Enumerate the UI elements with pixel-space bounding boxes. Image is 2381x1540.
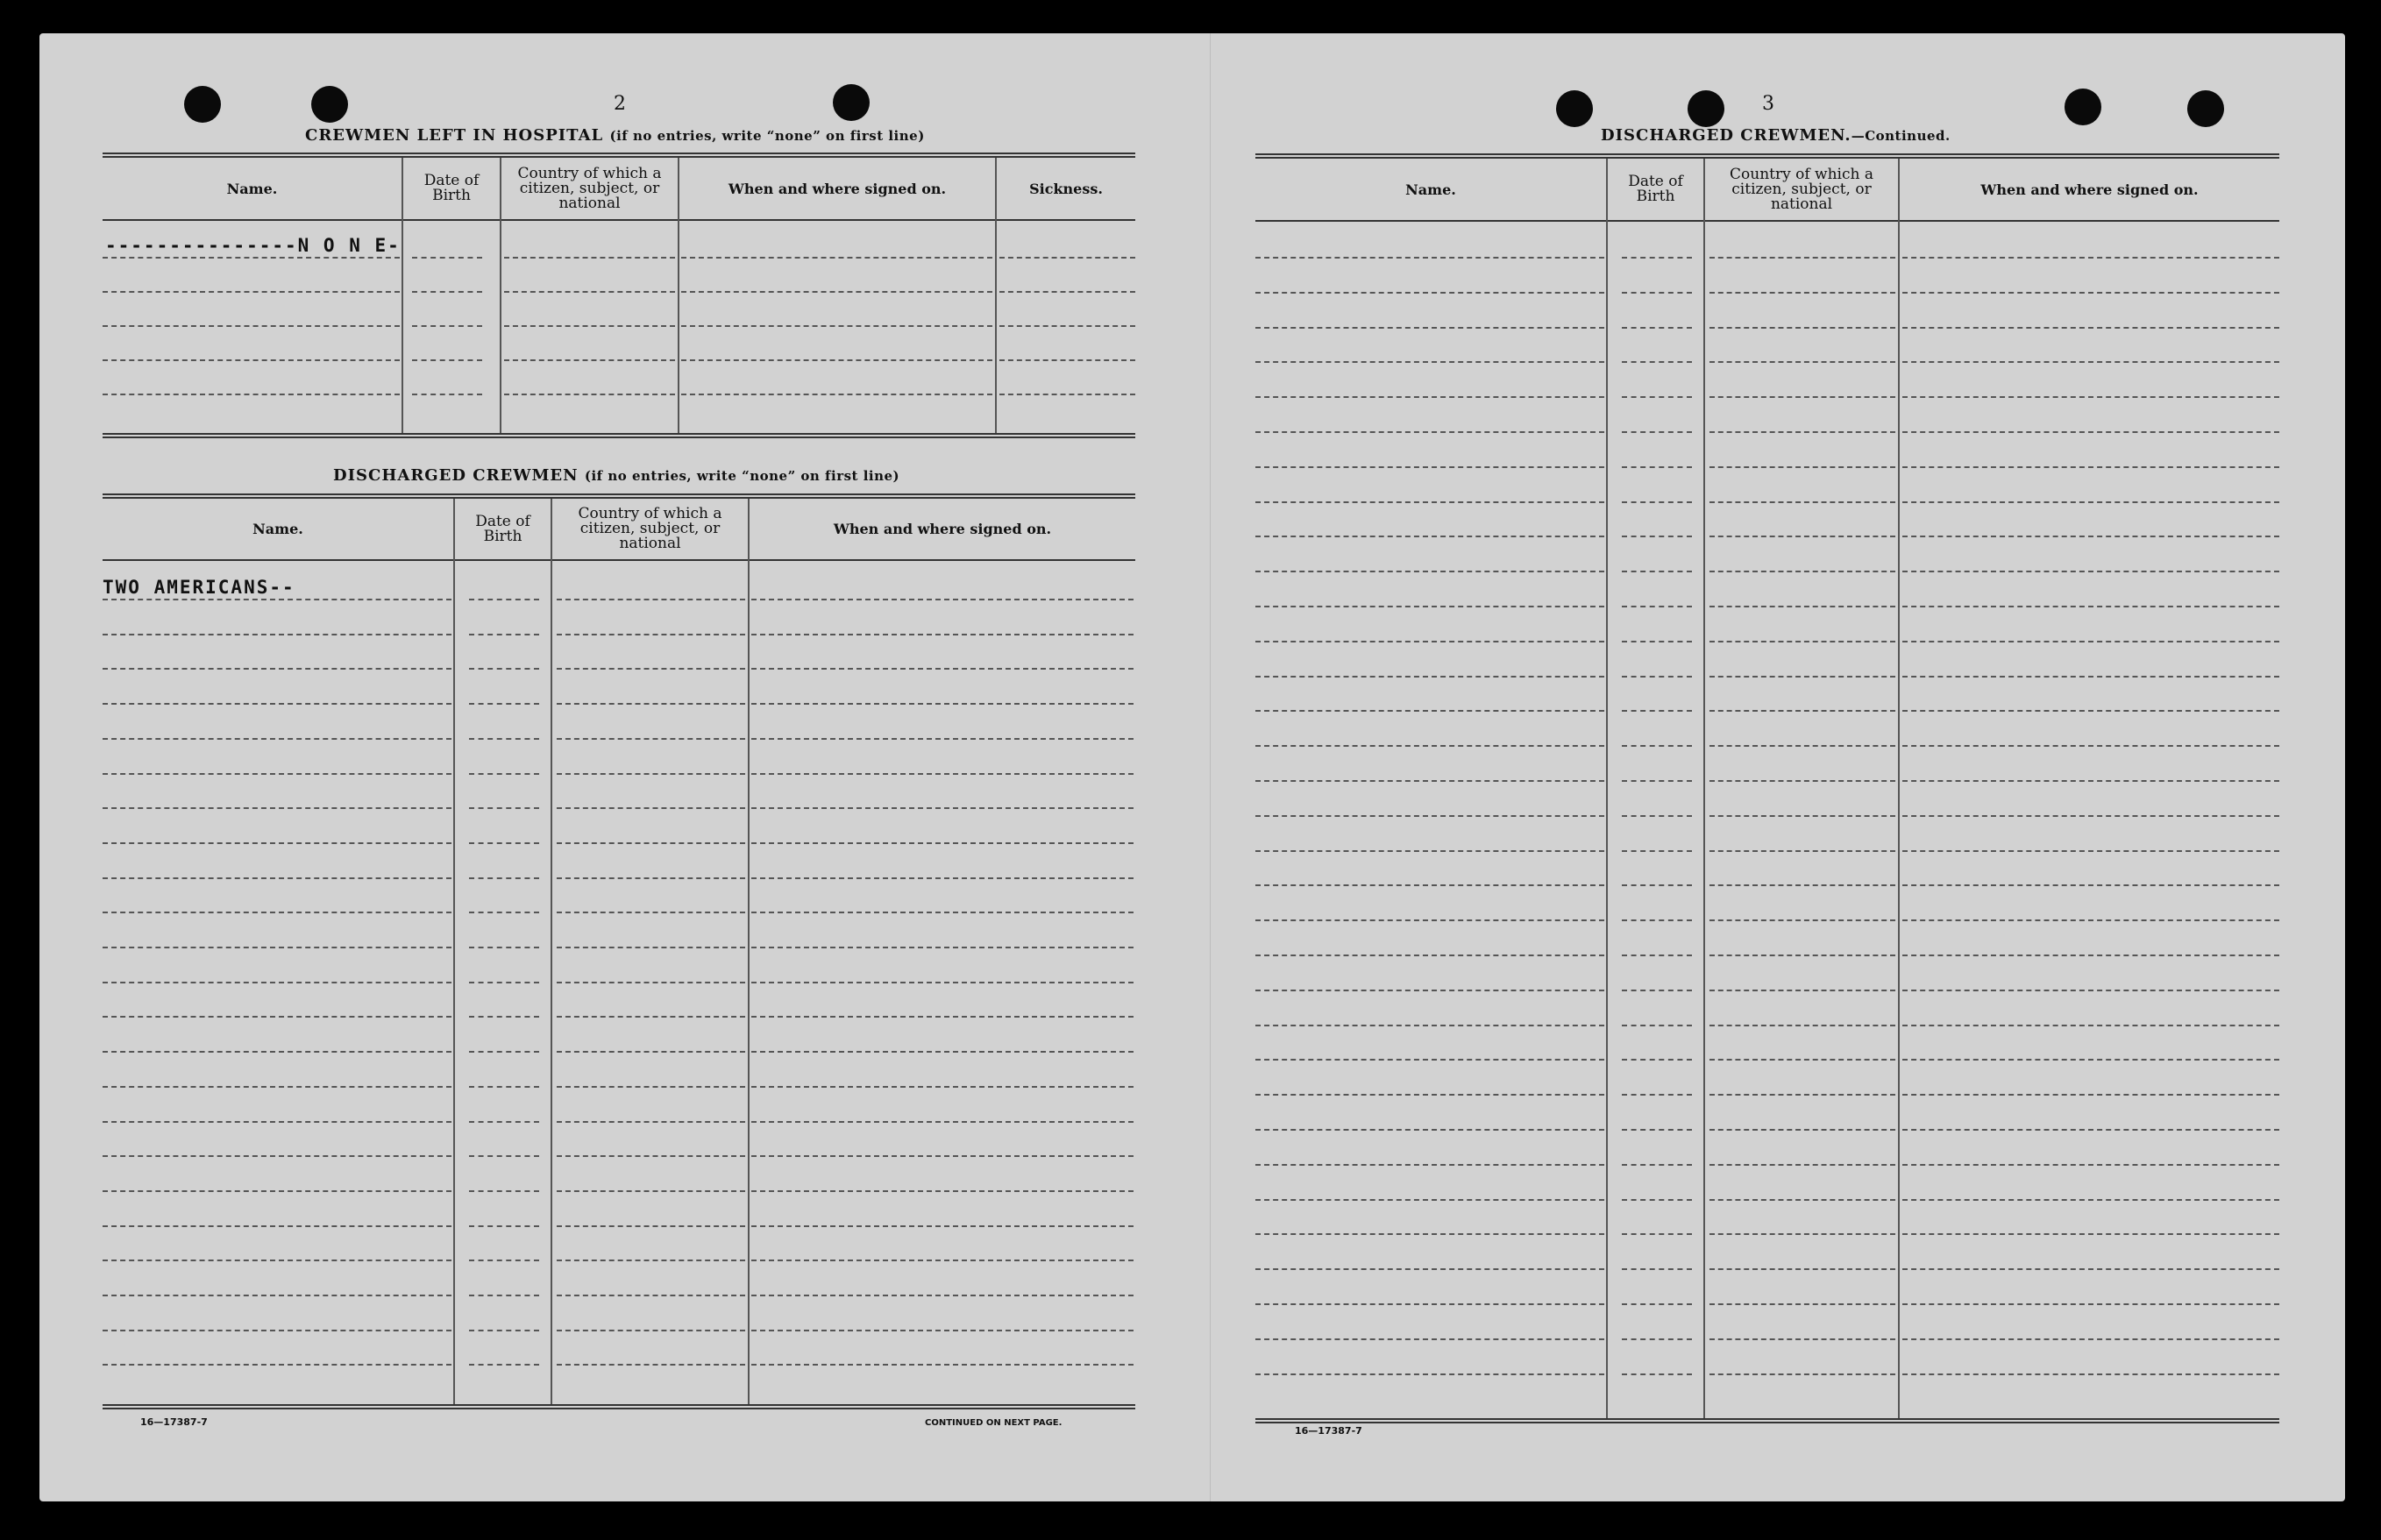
manifest-sheet [39, 33, 2345, 1501]
ruled-line [469, 807, 539, 809]
ruled-line [103, 257, 400, 259]
column-divider [453, 499, 455, 1404]
ruled-line [103, 394, 400, 395]
ruled-line [1709, 466, 1895, 468]
ruled-line [1255, 257, 1604, 259]
ruled-line [681, 394, 992, 395]
ruled-line [1709, 327, 1895, 329]
ruled-line [103, 947, 451, 948]
ruled-line [1622, 1129, 1692, 1131]
ruled-line [1255, 1025, 1604, 1026]
ruled-line [103, 359, 400, 361]
header-bottom-rule [1255, 220, 2279, 222]
ruled-line [557, 1364, 745, 1366]
ruled-line [557, 877, 745, 879]
ruled-line [999, 359, 1135, 361]
ruled-line [1622, 919, 1692, 921]
col-header-country: Country of which a citizen, subject, or national [578, 505, 722, 552]
ruled-line [1709, 710, 1895, 712]
ruled-line [751, 982, 1134, 983]
ruled-line [1902, 1094, 2279, 1096]
ruled-line [681, 291, 992, 293]
ruled-line [1255, 1129, 1604, 1131]
ruled-line [1255, 990, 1604, 991]
ruled-line [681, 359, 992, 361]
ruled-line [103, 1260, 451, 1261]
ruled-line [1902, 990, 2279, 991]
ruled-line [1709, 676, 1895, 678]
ruled-line [1622, 1233, 1692, 1235]
punch-hole [1688, 90, 1724, 127]
ruled-line [1622, 745, 1692, 747]
ruled-line [1622, 571, 1692, 572]
ruled-line [1709, 606, 1895, 607]
ruled-line [1709, 990, 1895, 991]
ruled-line [1255, 327, 1604, 329]
hospital-entry-name: ---------------N O N E- [105, 235, 401, 256]
ruled-line [751, 807, 1134, 809]
ruled-line [469, 668, 539, 670]
ruled-line [103, 1086, 451, 1088]
ruled-line [1622, 815, 1692, 817]
ruled-line [1622, 884, 1692, 886]
ruled-line [1255, 1373, 1604, 1375]
ruled-line [1622, 955, 1692, 956]
ruled-line [1709, 919, 1895, 921]
ruled-line [1622, 466, 1692, 468]
ruled-line [751, 1155, 1134, 1157]
ruled-line [751, 1051, 1134, 1053]
ruled-line [751, 738, 1134, 740]
right-title-text: DISCHARGED CREWMEN. [1601, 126, 1851, 145]
ruled-line [1902, 710, 2279, 712]
column-divider [748, 499, 750, 1404]
ruled-line [557, 738, 745, 740]
ruled-line [751, 1260, 1134, 1261]
ruled-line [1622, 361, 1692, 363]
ruled-line [1255, 850, 1604, 852]
ruled-line [1709, 1268, 1895, 1270]
ruled-line [999, 257, 1135, 259]
ruled-line [103, 325, 400, 327]
ruled-line [751, 773, 1134, 775]
ruled-line [1255, 1338, 1604, 1340]
ruled-line [103, 291, 400, 293]
ruled-line [1709, 1373, 1895, 1375]
ruled-line [103, 599, 451, 600]
ruled-line [1255, 919, 1604, 921]
ruled-line [412, 257, 482, 259]
punch-hole [1556, 90, 1593, 127]
ruled-line [1902, 1373, 2279, 1375]
ruled-line [1709, 955, 1895, 956]
page-gutter [1210, 33, 1211, 1501]
punch-hole [311, 86, 348, 123]
ruled-line [1709, 780, 1895, 782]
header-bottom-rule [103, 559, 1135, 561]
ruled-line [1902, 1059, 2279, 1061]
ruled-line [1622, 1025, 1692, 1026]
ruled-line [557, 1225, 745, 1227]
ruled-line [1255, 815, 1604, 817]
hospital-instruction: (if no entries, write “none” on first line) [609, 128, 925, 144]
col-header-signed-on: When and where signed on. [1980, 181, 2199, 198]
ruled-line [751, 1086, 1134, 1088]
ruled-line [1902, 257, 2279, 259]
ruled-line [1902, 850, 2279, 852]
ruled-line [1622, 1373, 1692, 1375]
ruled-line [751, 1121, 1134, 1123]
ruled-line [1709, 1303, 1895, 1305]
ruled-line [557, 1051, 745, 1053]
ruled-line [1255, 780, 1604, 782]
ruled-line [557, 982, 745, 983]
ruled-line [1709, 1059, 1895, 1061]
ruled-line [557, 947, 745, 948]
ruled-line [469, 1016, 539, 1018]
ruled-line [1709, 536, 1895, 537]
ruled-line [1255, 1094, 1604, 1096]
ruled-line [1255, 1303, 1604, 1305]
ruled-line [557, 912, 745, 913]
ruled-line [557, 703, 745, 705]
ruled-line [469, 1364, 539, 1366]
ruled-line [103, 982, 451, 983]
continued-note: CONTINUED ON NEXT PAGE. [925, 1418, 1063, 1428]
ruled-line [1622, 1268, 1692, 1270]
discharged-entry-name: TWO AMERICANS-- [103, 577, 295, 598]
ruled-line [469, 1086, 539, 1088]
ruled-line [1902, 641, 2279, 642]
ruled-line [1709, 850, 1895, 852]
ruled-line [751, 703, 1134, 705]
ruled-line [1902, 884, 2279, 886]
ruled-line [1255, 676, 1604, 678]
ruled-line [469, 703, 539, 705]
page-number: 2 [614, 93, 626, 115]
ruled-line [1255, 292, 1604, 294]
ruled-line [469, 1121, 539, 1123]
ruled-line [1622, 1338, 1692, 1340]
ruled-line [103, 773, 451, 775]
ruled-line [1709, 1199, 1895, 1201]
ruled-line [1709, 745, 1895, 747]
ruled-line [1622, 327, 1692, 329]
ruled-line [469, 1295, 539, 1296]
ruled-line [751, 912, 1134, 913]
ruled-line [469, 842, 539, 844]
ruled-line [557, 1330, 745, 1331]
ruled-line [1902, 676, 2279, 678]
ruled-line [1622, 257, 1692, 259]
ruled-line [751, 1330, 1134, 1331]
ruled-line [469, 1155, 539, 1157]
page-number: 3 [1762, 93, 1774, 115]
ruled-line [1709, 501, 1895, 503]
ruled-line [751, 1016, 1134, 1018]
punch-hole [184, 86, 221, 123]
ruled-line [1622, 1094, 1692, 1096]
ruled-line [469, 773, 539, 775]
ruled-line [103, 1155, 451, 1157]
discharged-title-text: DISCHARGED CREWMEN [333, 466, 579, 485]
ruled-line [1255, 641, 1604, 642]
ruled-line [557, 1155, 745, 1157]
ruled-line [1902, 501, 2279, 503]
ruled-line [1622, 641, 1692, 642]
ruled-line [751, 668, 1134, 670]
ruled-line [1255, 1268, 1604, 1270]
ruled-line [1709, 815, 1895, 817]
col-header-signed-on: When and where signed on. [833, 521, 1052, 537]
ruled-line [1255, 745, 1604, 747]
ruled-line [1709, 361, 1895, 363]
ruled-line [681, 257, 992, 259]
ruled-line [1622, 1199, 1692, 1201]
ruled-line [469, 634, 539, 635]
ruled-line [1709, 431, 1895, 433]
ruled-line [1709, 641, 1895, 642]
ruled-line [999, 394, 1135, 395]
ruled-line [103, 807, 451, 809]
ruled-line [999, 291, 1135, 293]
ruled-line [751, 1225, 1134, 1227]
ruled-line [1255, 710, 1604, 712]
ruled-line [1902, 1129, 2279, 1131]
ruled-line [469, 1330, 539, 1331]
ruled-line [103, 1051, 451, 1053]
ruled-line [1255, 361, 1604, 363]
ruled-line [999, 325, 1135, 327]
ruled-line [1902, 1025, 2279, 1026]
ruled-line [1622, 1059, 1692, 1061]
ruled-line [1709, 1338, 1895, 1340]
ruled-line [1622, 292, 1692, 294]
ruled-line [1255, 396, 1604, 398]
ruled-line [557, 599, 745, 600]
ruled-line [1255, 1199, 1604, 1201]
ruled-line [504, 291, 675, 293]
ruled-line [1255, 884, 1604, 886]
discharged-continued-title [1601, 126, 1951, 145]
ruled-line [103, 738, 451, 740]
col-header-date-of-birth: Date of Birth [423, 172, 480, 204]
punch-hole [2187, 90, 2224, 127]
ruled-line [1902, 361, 2279, 363]
header-bottom-rule [103, 219, 1135, 221]
ruled-line [103, 1190, 451, 1192]
ruled-line [469, 982, 539, 983]
ruled-line [469, 738, 539, 740]
ruled-line [557, 1121, 745, 1123]
ruled-line [504, 257, 675, 259]
ruled-line [103, 1330, 451, 1331]
ruled-line [557, 668, 745, 670]
ruled-line [1255, 1233, 1604, 1235]
ruled-line [1709, 257, 1895, 259]
ruled-line [1709, 292, 1895, 294]
ruled-line [751, 1364, 1134, 1366]
punch-hole [833, 84, 870, 121]
punch-hole [2065, 89, 2101, 125]
ruled-line [469, 1260, 539, 1261]
column-divider [551, 499, 552, 1404]
ruled-line [103, 912, 451, 913]
ruled-line [504, 359, 675, 361]
section-bottom-rule [1255, 1418, 2279, 1423]
ruled-line [103, 668, 451, 670]
discharged-instruction: (if no entries, write “none” on first line) [584, 468, 900, 484]
ruled-line [1902, 606, 2279, 607]
ruled-line [1902, 815, 2279, 817]
ruled-line [469, 877, 539, 879]
column-divider [1606, 159, 1608, 1418]
form-number: 16—17387-7 [140, 1416, 208, 1428]
ruled-line [1622, 710, 1692, 712]
ruled-line [1902, 1338, 2279, 1340]
ruled-line [1255, 571, 1604, 572]
ruled-line [412, 325, 482, 327]
ruled-line [751, 842, 1134, 844]
ruled-line [1902, 919, 2279, 921]
ruled-line [1255, 431, 1604, 433]
ruled-line [103, 703, 451, 705]
ruled-line [1902, 536, 2279, 537]
ruled-line [1709, 396, 1895, 398]
ruled-line [469, 1190, 539, 1192]
ruled-line [1709, 571, 1895, 572]
col-header-date-of-birth: Date of Birth [475, 512, 530, 545]
ruled-line [1255, 536, 1604, 537]
ruled-line [1622, 536, 1692, 537]
ruled-line [1622, 501, 1692, 503]
ruled-line [469, 1225, 539, 1227]
col-header-signed-on: When and where signed on. [728, 180, 947, 197]
ruled-line [1255, 955, 1604, 956]
ruled-line [1709, 1233, 1895, 1235]
ruled-line [1622, 850, 1692, 852]
section-bottom-rule [103, 1404, 1135, 1409]
ruled-line [1902, 292, 2279, 294]
ruled-line [1902, 780, 2279, 782]
ruled-line [469, 912, 539, 913]
right-title-suffix: —Continued. [1851, 128, 1951, 144]
col-header-name: Name. [1405, 181, 1456, 198]
ruled-line [1255, 606, 1604, 607]
ruled-line [1902, 327, 2279, 329]
ruled-line [412, 359, 482, 361]
col-header-sickness: Sickness. [1029, 180, 1103, 197]
ruled-line [751, 599, 1134, 600]
ruled-line [469, 599, 539, 600]
hospital-title-text: CREWMEN LEFT IN HOSPITAL [305, 126, 604, 145]
ruled-line [751, 634, 1134, 635]
ruled-line [1709, 1094, 1895, 1096]
ruled-line [103, 634, 451, 635]
ruled-line [103, 1225, 451, 1227]
ruled-line [557, 1016, 745, 1018]
col-header-name: Name. [226, 180, 278, 197]
col-header-country: Country of which a citizen, subject, or national [1730, 165, 1873, 213]
discharged-section-title [333, 466, 899, 485]
ruled-line [103, 877, 451, 879]
ruled-line [557, 1295, 745, 1296]
ruled-line [1902, 745, 2279, 747]
ruled-line [1902, 431, 2279, 433]
ruled-line [1709, 1164, 1895, 1166]
ruled-line [751, 947, 1134, 948]
ruled-line [504, 325, 675, 327]
ruled-line [1255, 501, 1604, 503]
ruled-line [1622, 990, 1692, 991]
ruled-line [681, 325, 992, 327]
section-bottom-rule [103, 433, 1135, 438]
ruled-line [1622, 676, 1692, 678]
ruled-line [504, 394, 675, 395]
ruled-line [1622, 780, 1692, 782]
col-header-date-of-birth: Date of Birth [1628, 173, 1683, 205]
ruled-line [557, 773, 745, 775]
ruled-line [1902, 1199, 2279, 1201]
ruled-line [1902, 1303, 2279, 1305]
ruled-line [557, 1086, 745, 1088]
ruled-line [1622, 431, 1692, 433]
ruled-line [1255, 466, 1604, 468]
ruled-line [1902, 1164, 2279, 1166]
ruled-line [751, 1295, 1134, 1296]
ruled-line [1622, 1164, 1692, 1166]
ruled-line [1902, 396, 2279, 398]
ruled-line [412, 394, 482, 395]
ruled-line [557, 1260, 745, 1261]
ruled-line [469, 1051, 539, 1053]
ruled-line [1709, 1025, 1895, 1026]
ruled-line [1709, 1129, 1895, 1131]
ruled-line [1902, 1233, 2279, 1235]
ruled-line [1902, 1268, 2279, 1270]
ruled-line [103, 1016, 451, 1018]
ruled-line [469, 947, 539, 948]
ruled-line [103, 1121, 451, 1123]
col-header-country: Country of which a citizen, subject, or national [517, 164, 662, 212]
col-header-name: Name. [252, 521, 303, 537]
ruled-line [1255, 1059, 1604, 1061]
ruled-line [1709, 884, 1895, 886]
ruled-line [1902, 955, 2279, 956]
ruled-line [1902, 571, 2279, 572]
ruled-line [412, 291, 482, 293]
column-divider [1703, 159, 1705, 1418]
ruled-line [1255, 1164, 1604, 1166]
ruled-line [557, 842, 745, 844]
ruled-line [103, 1364, 451, 1366]
ruled-line [751, 1190, 1134, 1192]
ruled-line [557, 634, 745, 635]
ruled-line [103, 1295, 451, 1296]
hospital-section-title [305, 126, 925, 145]
ruled-line [751, 877, 1134, 879]
ruled-line [103, 842, 451, 844]
ruled-line [1622, 606, 1692, 607]
ruled-line [1622, 1303, 1692, 1305]
ruled-line [1902, 466, 2279, 468]
column-divider [1898, 159, 1900, 1418]
form-number: 16—17387-7 [1295, 1425, 1362, 1437]
ruled-line [557, 807, 745, 809]
ruled-line [1622, 396, 1692, 398]
ruled-line [557, 1190, 745, 1192]
